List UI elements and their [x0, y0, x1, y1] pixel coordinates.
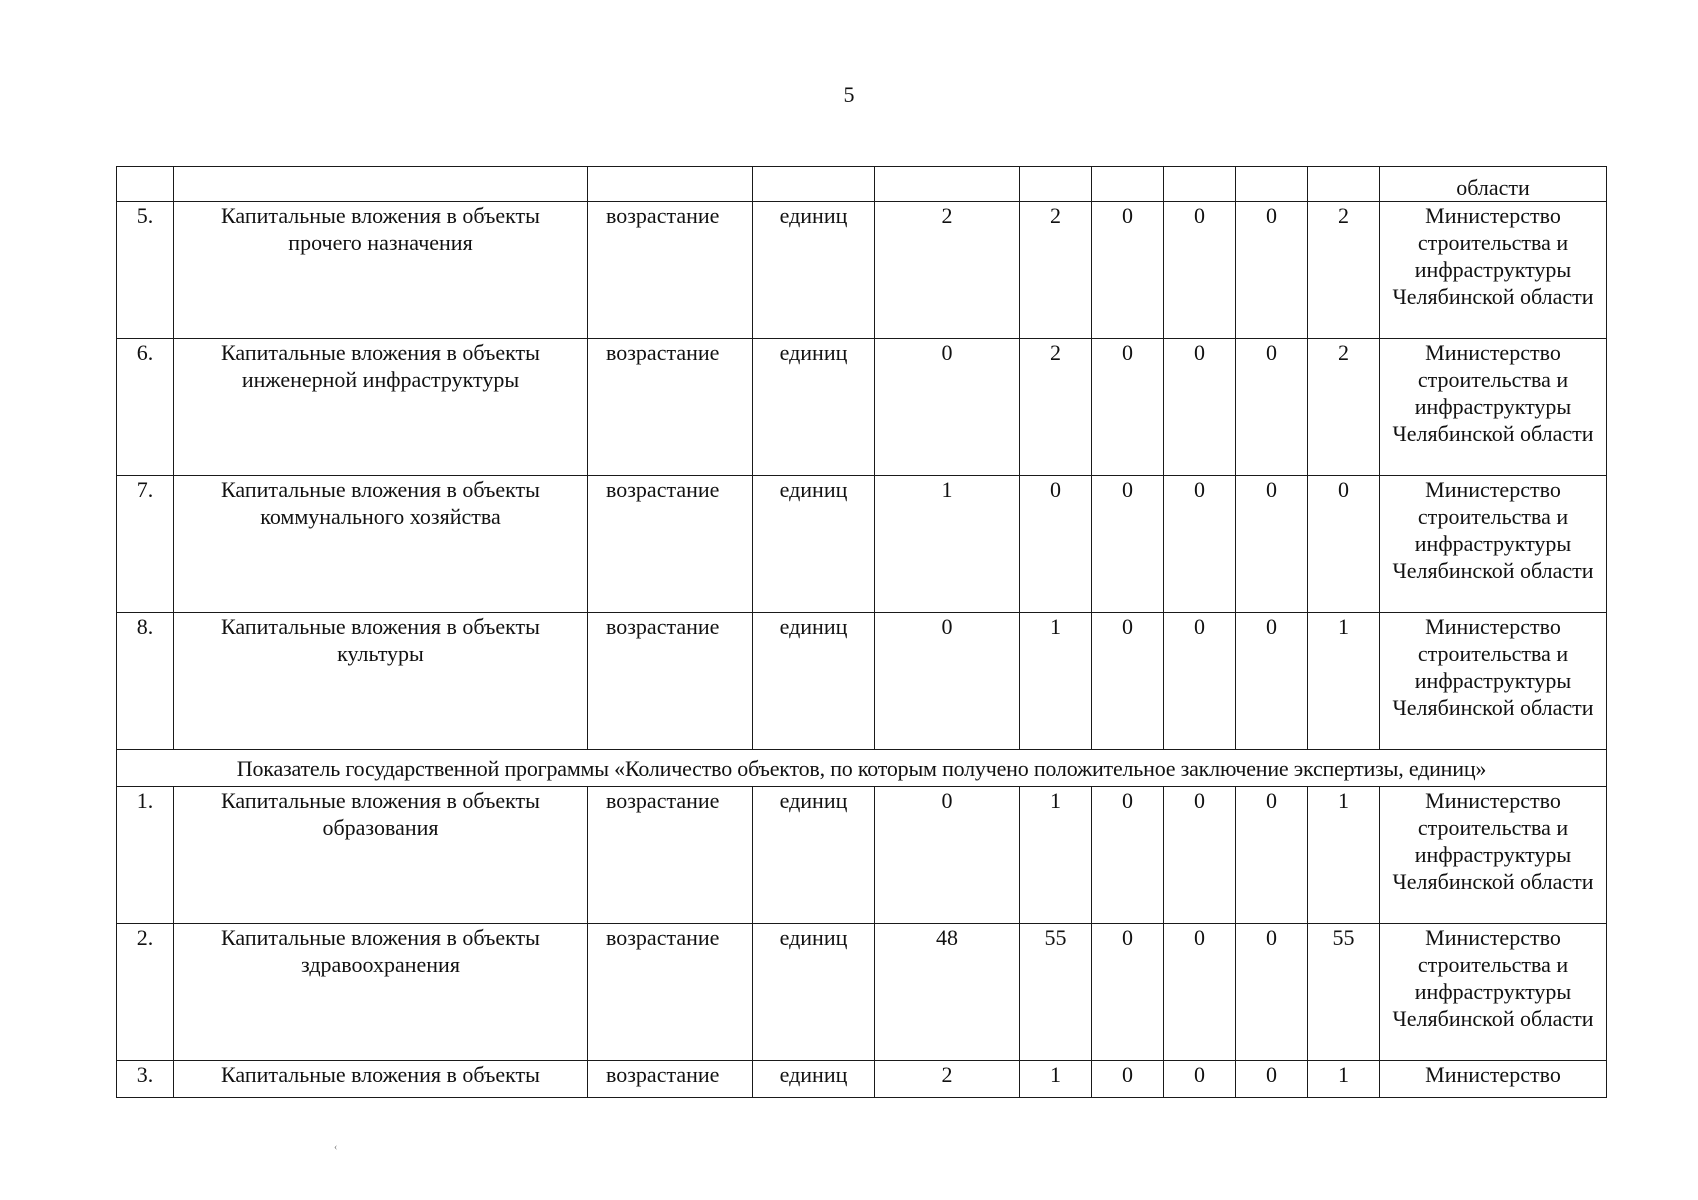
table-cell: [875, 167, 1020, 202]
indicator-text: Капитальные вложения в объекты здравоохранения: [221, 925, 540, 977]
unit-cell: единиц: [753, 613, 875, 750]
value-cell-6: 1: [1308, 613, 1380, 750]
table-cell: [174, 167, 588, 202]
value-cell-1: 2: [875, 1061, 1020, 1098]
direction-cell: [588, 787, 753, 924]
value-cell-3: 0: [1092, 787, 1164, 924]
indicator-text: Капитальные вложения в объекты: [221, 1062, 540, 1087]
direction-cell: [588, 613, 753, 750]
table-row: [117, 787, 1607, 924]
value-cell-5: 0: [1236, 787, 1308, 924]
responsible-cell: Министерство строительства и инфраструктуры Челябинской области: [1380, 924, 1607, 1061]
table-row: [117, 339, 1607, 476]
responsible-cell: Министерство: [1380, 1061, 1607, 1098]
direction-text: возрастание: [606, 340, 720, 365]
direction-cell: [588, 924, 753, 1061]
value-cell-2: 1: [1020, 787, 1092, 924]
direction-cell: [588, 202, 753, 339]
value-cell-1: 1: [875, 476, 1020, 613]
value-cell-5: 0: [1236, 339, 1308, 476]
table-cell: [1092, 167, 1164, 202]
value-cell-4: 0: [1164, 787, 1236, 924]
direction-cell: [588, 476, 753, 613]
value-cell-1: 0: [875, 787, 1020, 924]
table-cell: [1236, 167, 1308, 202]
row-number: 3.: [117, 1061, 174, 1098]
table-row: [117, 476, 1607, 613]
value-cell-6: 2: [1308, 339, 1380, 476]
scan-mark: ‹: [334, 1142, 338, 1153]
indicator-text: Капитальные вложения в объекты инженерной инфраструктуры: [221, 340, 540, 392]
row-number: 1.: [117, 787, 174, 924]
responsible-cell: Министерство строительства и инфраструктуры Челябинской области: [1380, 202, 1607, 339]
value-cell-5: 0: [1236, 476, 1308, 613]
table-cell: [1020, 167, 1092, 202]
indicator-text: Капитальные вложения в объекты образования: [221, 788, 540, 840]
direction-text: возрастание: [606, 1062, 720, 1087]
value-cell-2: 0: [1020, 476, 1092, 613]
table-cell: [1308, 167, 1380, 202]
value-cell-5: 0: [1236, 613, 1308, 750]
value-cell-1: 0: [875, 339, 1020, 476]
table-row-continuation: [117, 167, 1607, 202]
table-row: [117, 924, 1607, 1061]
direction-cell: [588, 339, 753, 476]
row-number: 5.: [117, 202, 174, 339]
value-cell-6: 0: [1308, 476, 1380, 613]
section-title-row: [117, 750, 1607, 787]
unit-cell: единиц: [753, 202, 875, 339]
value-cell-4: 0: [1164, 1061, 1236, 1098]
value-cell-6: 1: [1308, 1061, 1380, 1098]
table-cell: [753, 167, 875, 202]
value-cell-4: 0: [1164, 613, 1236, 750]
page-number: 5: [843, 82, 855, 107]
row-number: 7.: [117, 476, 174, 613]
table-cell: [588, 167, 753, 202]
unit-cell: единиц: [753, 339, 875, 476]
value-cell-2: 1: [1020, 1061, 1092, 1098]
value-cell-1: 48: [875, 924, 1020, 1061]
direction-cell: [588, 1061, 753, 1098]
indicator-cell: [174, 339, 588, 476]
table-cell: [117, 167, 174, 202]
direction-text: возрастание: [606, 614, 720, 639]
direction-text: возрастание: [606, 925, 720, 950]
table-row: [117, 1061, 1607, 1098]
value-cell-4: 0: [1164, 202, 1236, 339]
table-row: [117, 613, 1607, 750]
value-cell-6: 1: [1308, 787, 1380, 924]
row-number: 6.: [117, 339, 174, 476]
value-cell-4: 0: [1164, 476, 1236, 613]
value-cell-5: 0: [1236, 924, 1308, 1061]
section-title: Показатель государственной программы «Количество объектов, по которым получено положительное заключение экспертизы, единиц»: [117, 750, 1607, 787]
direction-text: возрастание: [606, 203, 720, 228]
row-number: 8.: [117, 613, 174, 750]
indicator-cell: [174, 476, 588, 613]
responsible-cell: Министерство строительства и инфраструктуры Челябинской области: [1380, 339, 1607, 476]
responsible-cell: Министерство строительства и инфраструктуры Челябинской области: [1380, 476, 1607, 613]
value-cell-3: 0: [1092, 1061, 1164, 1098]
value-cell-3: 0: [1092, 202, 1164, 339]
value-cell-3: 0: [1092, 339, 1164, 476]
value-cell-2: 55: [1020, 924, 1092, 1061]
unit-cell: единиц: [753, 1061, 875, 1098]
value-cell-2: 2: [1020, 202, 1092, 339]
value-cell-5: 0: [1236, 1061, 1308, 1098]
value-cell-3: 0: [1092, 476, 1164, 613]
indicator-cell: [174, 787, 588, 924]
value-cell-2: 1: [1020, 613, 1092, 750]
value-cell-3: 0: [1092, 924, 1164, 1061]
value-cell-6: 55: [1308, 924, 1380, 1061]
direction-text: возрастание: [606, 477, 720, 502]
unit-cell: единиц: [753, 476, 875, 613]
table-cell: [1164, 167, 1236, 202]
indicators-table: [116, 166, 1607, 1098]
responsible-cell: Министерство строительства и инфраструктуры Челябинской области: [1380, 613, 1607, 750]
value-cell-2: 2: [1020, 339, 1092, 476]
responsible-cell: Министерство строительства и инфраструктуры Челябинской области: [1380, 787, 1607, 924]
indicator-cell: [174, 202, 588, 339]
indicator-text: Капитальные вложения в объекты культуры: [221, 614, 540, 666]
value-cell-5: 0: [1236, 202, 1308, 339]
unit-cell: единиц: [753, 924, 875, 1061]
row-number: 2.: [117, 924, 174, 1061]
indicator-cell: [174, 1061, 588, 1098]
value-cell-6: 2: [1308, 202, 1380, 339]
value-cell-3: 0: [1092, 613, 1164, 750]
table-row: [117, 202, 1607, 339]
unit-cell: единиц: [753, 787, 875, 924]
indicator-text: Капитальные вложения в объекты прочего назначения: [221, 203, 540, 255]
direction-text: возрастание: [606, 788, 720, 813]
value-cell-1: 2: [875, 202, 1020, 339]
indicator-text: Капитальные вложения в объекты коммунального хозяйства: [221, 477, 540, 529]
indicator-cell: [174, 613, 588, 750]
value-cell-1: 0: [875, 613, 1020, 750]
value-cell-4: 0: [1164, 339, 1236, 476]
indicator-cell: [174, 924, 588, 1061]
value-cell-4: 0: [1164, 924, 1236, 1061]
responsible-cell: области: [1380, 167, 1607, 202]
